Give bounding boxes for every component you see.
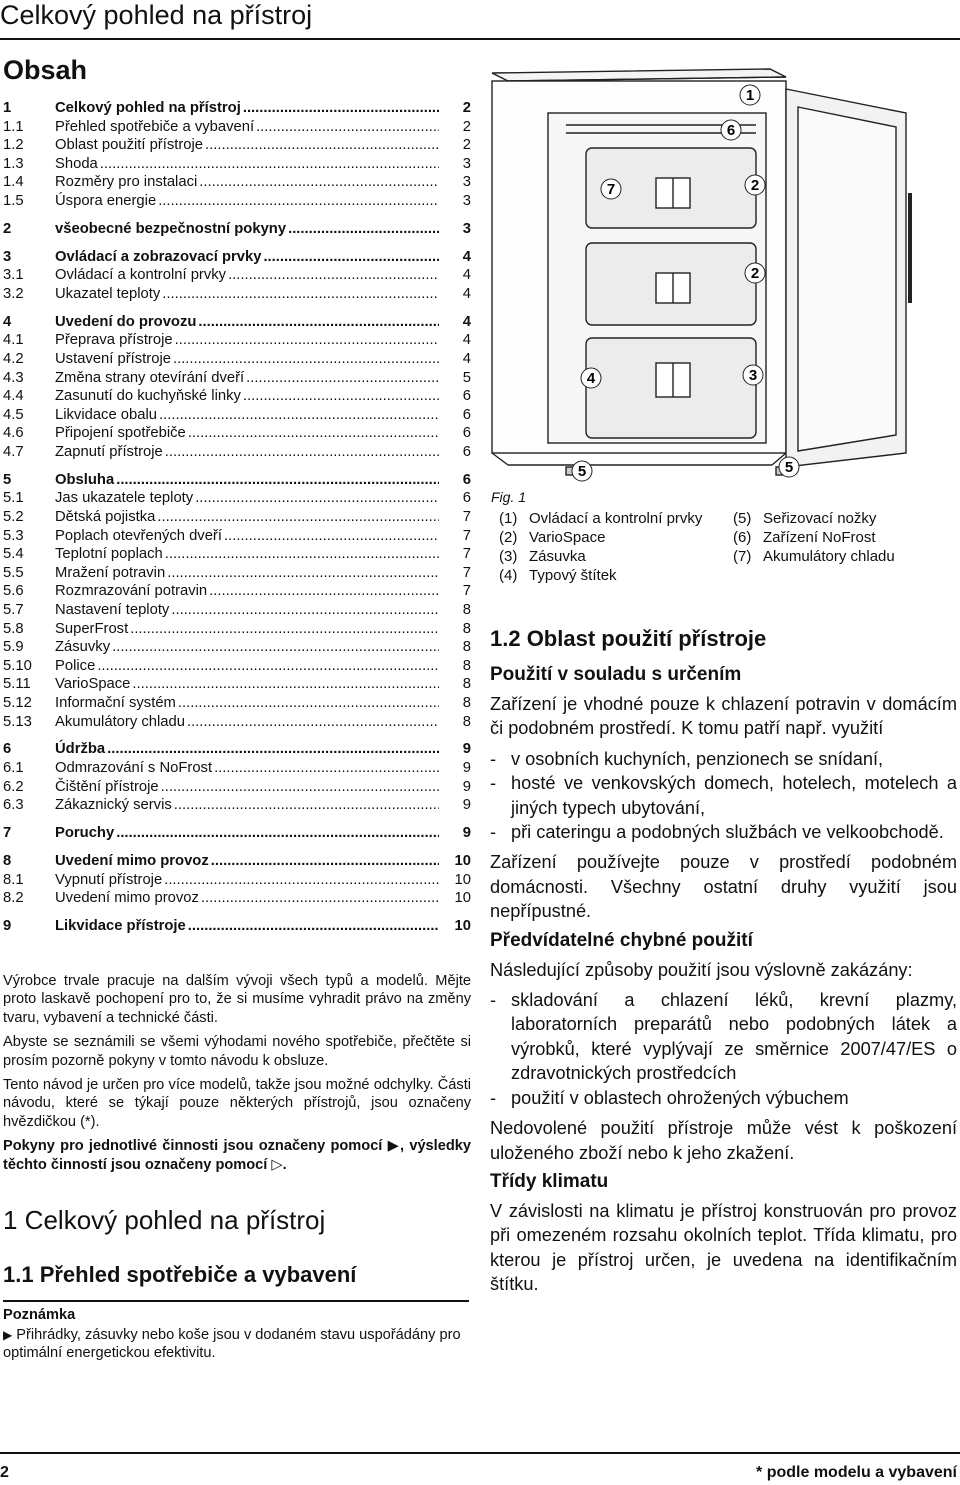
play-arrow-icon: ▶ [3,1328,13,1342]
toc-entry[interactable] [3,99,471,118]
toc-leader [198,313,439,332]
toc-leader [100,155,439,174]
toc-number: 4.4 [3,388,24,405]
toc-page: 4 [462,351,471,368]
toc-number: 1 [3,100,12,116]
toc-leader [165,443,439,462]
toc-page: 7 [462,564,471,581]
toc-entry[interactable] [3,713,471,732]
toc-number: 4.6 [3,425,24,442]
toc-number: 1.2 [3,137,24,154]
toc-page: 7 [462,527,471,544]
toc-leader [161,778,439,797]
toc-title: Likvidace obalu [55,406,158,423]
header-divider [0,38,960,40]
toc-entry[interactable] [3,740,471,759]
toc-number: 5.13 [3,713,32,730]
toc-title: Nastavení teploty [55,602,170,619]
legend-item: (4) Typový štítek [499,567,617,584]
toc-leader [228,266,439,285]
toc-title: Zákaznický servis [55,797,172,814]
toc-number: 2 [3,220,12,237]
toc-leader [178,694,439,713]
toc-entry[interactable] [3,406,471,425]
toc-title: Zasunutí do kuchyňské linky [55,388,241,405]
toc-title: Přeprava přístroje [55,332,173,349]
toc-entry[interactable] [3,489,471,508]
toc-entry[interactable] [3,443,471,462]
legend-item: (3) Zásuvka [499,548,586,565]
toc-page: 8 [462,639,471,656]
toc-leader [167,564,439,583]
toc-title: Uvedení mimo provoz [55,853,209,870]
toc-leader [157,508,439,527]
callout: 2 [750,265,760,282]
toc-entry[interactable] [3,545,471,564]
toc-entry[interactable] [3,155,471,174]
toc-title: Obsluha [55,471,115,488]
toc-entry[interactable] [3,871,471,890]
toc-number: 5.7 [3,602,24,619]
toc-leader [199,173,439,192]
toc-leader [209,582,439,601]
toc-leader [175,331,439,350]
toc-leader [112,638,439,657]
toc-title: VarioSpace [55,676,131,693]
toc-leader [116,471,439,490]
toc-leader [116,824,439,843]
toc-title: Uvedení mimo provoz [55,890,199,907]
toc-number: 4.1 [3,332,24,349]
toc-page: 7 [462,546,471,563]
toc-page: 2 [462,118,471,135]
toc-entry[interactable] [3,220,471,239]
toc-number: 7 [3,825,12,842]
subheading-climate-classes: Třídy klimatu [490,1170,609,1192]
toc-page: 9 [462,797,471,814]
toc-title: všeobecné bezpečnostní pokyny [55,220,287,237]
toc-entry[interactable] [3,824,471,843]
toc-entry[interactable] [3,313,471,332]
toc-leader [187,713,439,732]
toc-page: 5 [462,369,471,386]
toc-title: Oblast použití přístroje [55,137,204,154]
toc-page: 3 [462,174,471,191]
toc-entry[interactable] [3,471,471,490]
toc-title: Zásuvky [55,639,111,656]
toc-page: 8 [462,695,471,711]
toc-leader [107,740,439,759]
toc-number: 5.12 [3,695,32,711]
toc-number: 8.2 [3,890,24,907]
toc-number: 5.3 [3,527,24,544]
page-number: 2 [0,1464,9,1481]
toc-entry[interactable] [3,527,471,546]
misuse-list [490,988,957,1110]
toc-title: Celkový pohled na přístroj [55,100,241,116]
toc-title: Ukazatel teploty [55,285,161,302]
toc-title: Připojení spotřebiče [55,425,186,442]
toc-page: 3 [462,155,471,172]
toc-page: 2 [462,137,471,154]
toc-page: 10 [454,871,471,888]
toc-entry[interactable] [3,369,471,388]
paragraph: Zařízení je vhodné pouze k chlazení potravin v domácím či podobném prostředí. K tomu patří např. využití [490,694,957,739]
toc-entry[interactable] [3,852,471,871]
toc-title: Přehled spotřebiče a vybavení [55,118,255,135]
toc-number: 4.5 [3,406,24,423]
right-column [490,626,957,1303]
intended-use-list [490,747,957,845]
toc-page: 7 [462,509,471,526]
toc-leader [288,220,439,239]
toc-leader [201,889,439,908]
paragraph: Zařízení používejte pouze v prostředí podobném domácnosti. Všechny ostatní druhy využití jsou nepřípustné. [490,852,957,922]
toc-leader [173,350,439,369]
toc-entry[interactable] [3,331,471,350]
intro-paragraph: Abyste se seznámili se všemi výhodami nového spotřebiče, přečtěte si prosím pozorně pokyny v tomto návodu k obsluze. [3,1034,471,1069]
intro-paragraph: Výrobce trvale pracuje na dalším vývoji všech typů a modelů. Mějte proto laskavě pochopení pro to, že si musíme vyhradit právo na změny tvaru, vybavení a technické části. [3,973,471,1026]
toc-number: 6.1 [3,760,24,777]
toc-entry[interactable] [3,675,471,694]
toc-number: 6.2 [3,778,24,795]
toc-page: 3 [462,192,471,209]
figure-caption: Fig. 1 [491,489,527,505]
subheading-intended-use: Použití v souladu s určením [490,664,742,685]
toc-number: 8 [3,853,12,870]
toc-entry[interactable] [3,266,471,285]
toc-page: 4 [462,248,471,265]
toc-page: 10 [454,918,471,935]
toc-title: Vypnutí přístroje [55,871,163,888]
toc-title: Odmrazování s NoFrost [55,760,213,777]
figure-legend-right [733,509,959,566]
legend-item: (2) VarioSpace [499,529,606,546]
toc-leader [243,99,439,118]
callout: 2 [750,177,760,194]
toc-page: 8 [462,676,471,693]
section-1-1-heading: 1.1 Přehled spotřebiče a vybavení [3,1262,357,1287]
toc-title: Ovládací a kontrolní prvky [55,267,227,284]
intro-symbols-paragraph: Pokyny pro jednotlivé činnosti jsou označeny pomocí ▶, výsledky těchto činností jsou označeny pomocí ▷. [3,1138,471,1173]
toc-page: 4 [462,313,471,330]
toc-title: Změna strany otevírání dveří [55,369,245,386]
toc-title: Zapnutí přístroje [55,443,163,460]
toc-number: 5.5 [3,564,24,581]
legend-item: (1) Ovládací a kontrolní prvky [499,510,703,527]
toc-number: 5.1 [3,490,24,507]
toc-entry[interactable] [3,657,471,676]
toc-title: Dětská pojistka [55,509,156,526]
toc-leader [188,424,439,443]
callout: 4 [586,370,596,387]
toc-leader [97,657,439,676]
toc-number: 5.11 [3,676,31,693]
toc-title: Údržba [55,741,106,758]
toc-number: 6 [3,741,12,758]
toc-page: 6 [462,443,471,460]
toc-number: 5.4 [3,546,24,563]
drawer [586,338,756,438]
toc-number: 5.6 [3,583,24,600]
toc-leader [165,545,439,564]
toc-number: 3 [3,248,12,265]
toc-title: Jas ukazatele teploty [55,490,194,507]
toc-leader [246,369,439,388]
toc-entry[interactable] [3,620,471,639]
toc-title: Ovládací a zobrazovací prvky [55,248,262,265]
list-item: - při cateringu a podobných službách ve velkoobchodě. [490,820,957,844]
toc-title: Teplotní poplach [55,546,163,563]
table-of-contents [3,99,471,936]
legend-item: (6) Zařízení NoFrost [733,529,876,546]
toc-entry[interactable] [3,778,471,797]
toc-entry[interactable] [3,350,471,369]
toc-page: 8 [462,657,471,674]
toc-page: 9 [462,778,471,795]
toc-leader [171,601,439,620]
toc-heading: Obsah [3,55,88,85]
note-divider [3,1300,469,1302]
page-header-title: Celkový pohled na přístroj [0,0,313,30]
figure-legend-left [499,509,729,585]
legend-item: (5) Seřizovací nožky [733,510,877,527]
toc-page: 6 [462,490,471,507]
toc-entry[interactable] [3,601,471,620]
toc-entry[interactable] [3,796,471,815]
toc-page: 6 [462,406,471,423]
drawer [586,243,756,325]
toc-page: 8 [462,602,471,619]
callout: 7 [606,181,616,198]
toc-title: Shoda [55,155,98,172]
toc-leader [164,871,439,890]
toc-number: 9 [3,918,12,935]
subheading-misuse: Předvídatelné chybné použití [490,929,753,951]
toc-number: 5.8 [3,620,24,637]
toc-page: 4 [462,285,471,302]
paragraph: Nedovolené použití přístroje může vést k poškození uloženého zboží nebo k jeho zkažení. [490,1118,957,1163]
intro-text [3,972,471,1180]
toc-number: 1.4 [3,174,24,191]
toc-title: Úspora energie [55,192,157,209]
callout: 1 [745,87,755,104]
toc-page: 10 [454,853,471,870]
toc-number: 5.9 [3,639,24,656]
toc-page: 8 [462,713,471,730]
toc-entry[interactable] [3,173,471,192]
toc-number: 1.1 [3,118,24,135]
callout: 3 [748,367,758,384]
footer-divider [0,1452,960,1454]
footer-note: * podle modelu a vybavení [756,1464,957,1481]
toc-number: 6.3 [3,797,24,814]
toc-page: 10 [454,890,471,907]
toc-leader [158,192,439,211]
toc-number: 3.1 [3,267,24,284]
toc-entry[interactable] [3,917,471,936]
toc-number: 8.1 [3,871,24,888]
toc-leader [162,285,439,304]
toc-page: 4 [462,267,471,284]
toc-page: 8 [462,620,471,637]
toc-entry[interactable] [3,759,471,778]
toc-leader [188,917,439,936]
callout: 5 [784,459,794,476]
toc-number: 1.5 [3,192,24,209]
toc-leader [211,852,439,871]
toc-page: 9 [462,760,471,777]
section-1-2-heading: 1.2 Oblast použití přístroje [490,626,767,651]
toc-title: Mražení potravin [55,564,166,581]
toc-entry[interactable] [3,889,471,908]
note-body: Přihrádky, zásuvky nebo koše jsou v dodaném stavu uspořádány pro optimální energetickou efektivitu. [3,1327,461,1362]
toc-page: 7 [462,583,471,600]
toc-number: 3.2 [3,285,24,302]
list-item: - skladování a chlazení léků, krevní plazmy, laboratorních preparátů nebo podobných látek a výrobků, které vyplývají ze směrnice 2007/47/ES o zdravotnických prostředcích [490,988,957,1086]
toc-title: Rozmrazování potravin [55,583,208,600]
toc-number: 5.10 [3,657,32,674]
note-text [3,1326,469,1363]
toc-entry[interactable] [3,694,471,713]
toc-title: Poplach otevřených dveří [55,527,222,544]
toc-leader [195,489,439,508]
toc-page: 3 [462,220,471,237]
toc-title: Police [55,657,96,674]
toc-entry[interactable] [3,136,471,155]
toc-leader [174,796,439,815]
toc-entry[interactable] [3,424,471,443]
toc-title: Likvidace přístroje [55,918,186,935]
toc-entry[interactable] [3,118,471,137]
toc-entry[interactable] [3,582,471,601]
toc-page: 6 [462,388,471,405]
toc-title: SuperFrost [55,620,129,637]
toc-entry[interactable] [3,564,471,583]
toc-title: Rozměry pro instalaci [55,174,198,191]
list-item: - použití v oblastech ohrožených výbuchem [490,1086,957,1110]
toc-leader [256,118,439,137]
toc-leader [205,136,439,155]
toc-title: Uvedení do provozu [55,313,197,330]
toc-number: 4.2 [3,351,24,368]
toc-page: 9 [462,741,471,758]
freezer-figure [486,63,958,483]
toc-entry[interactable] [3,387,471,406]
toc-page: 2 [462,100,471,116]
callout: 6 [726,122,736,139]
toc-title: Poruchy [55,825,115,842]
toc-number: 1.3 [3,155,24,172]
toc-title: Informační systém [55,695,176,711]
toc-number: 4.7 [3,443,24,460]
toc-title: Ustavení přístroje [55,351,171,368]
toc-page: 6 [462,425,471,442]
section-1-heading: 1 Celkový pohled na přístroj [3,1205,326,1235]
toc-leader [159,406,439,425]
paragraph: V závislosti na klimatu je přístroj konstruován pro provoz při omezeném rozsahu okolních teplot. Třída klimatu, pro kterou je přístroj určen, je uvedena na identifikačním štítku. [490,1200,957,1295]
toc-page: 6 [462,471,471,488]
toc-number: 5.2 [3,509,24,526]
toc-leader [224,527,439,546]
toc-number: 4 [3,313,12,330]
toc-leader [130,620,439,639]
callout: 5 [577,463,587,480]
toc-number: 5 [3,471,12,488]
toc-leader [214,759,439,778]
toc-number: 4.3 [3,369,24,386]
toc-entry[interactable] [3,638,471,657]
toc-entry[interactable] [3,192,471,211]
toc-page: 4 [462,332,471,349]
toc-entry[interactable] [3,508,471,527]
toc-entry[interactable] [3,285,471,304]
toc-entry[interactable] [3,248,471,267]
toc-leader [132,675,439,694]
toc-leader [243,387,439,406]
toc-page: 9 [462,825,471,842]
note-label: Poznámka [3,1307,76,1323]
intro-paragraph: Tento návod je určen pro více modelů, takže jsou možné odchylky. Části návodu, které se týkají pouze některých přístrojů, jsou označeny hvězdičkou (*). [3,1077,471,1130]
toc-title: Akumulátory chladu [55,713,185,730]
list-item: - hosté ve venkovských domech, hotelech, motelech a jiných typech ubytování, [490,771,957,820]
list-item: - v osobních kuchyních, penzionech se snídaní, [490,747,957,771]
toc-leader [263,248,439,267]
paragraph: Následující způsoby použití jsou výslovně zakázány: [490,959,913,980]
legend-item: (7) Akumulátory chladu [733,548,895,565]
toc-title: Čištění přístroje [55,778,159,795]
